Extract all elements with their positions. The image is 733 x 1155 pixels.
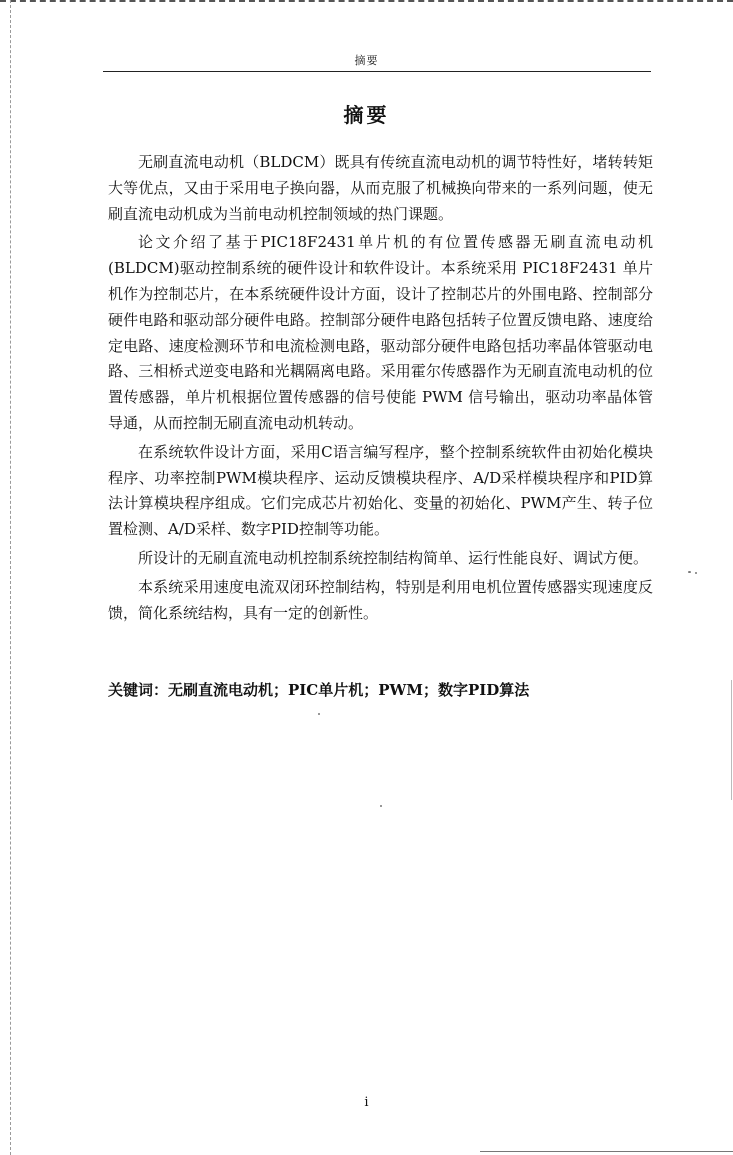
- scan-left-edge: [10, 0, 12, 1155]
- scan-speck: [318, 713, 320, 715]
- paragraph-3: 在系统软件设计方面，采用C语言编写程序，整个控制系统软件由初始化模块程序、功率控制PWM模块程序、运动反馈模块程序、A/D采样模块程序和PID算法计算模块程序组成。它们完成芯片初始化、变量的初始化、PWM产生、转子位置检测、A/D采样、数字PID控制等功能。: [108, 442, 653, 539]
- paragraph-1: 无刷直流电动机（BLDCM）既具有传统直流电动机的调节特性好，堵转转矩大等优点，又由于采用电子换向器，从而克服了机械换向带来的一系列问题，使无刷直流电动机成为当前电动机控制领域的热门课题。: [108, 153, 653, 223]
- paragraph-2: 论文介绍了基于PIC18F2431单片机的有位置传感器无刷直流电动机(BLDCM)驱动控制系统的硬件设计和软件设计。本系统采用 PIC18F2431 单片机作为控制芯片，在本系统硬件设计方面，设计了控制芯片的外围电路、控制部分硬件电路和驱动部分硬件电路。控制部分硬件电路包括转子位置反馈电路、速度给定电路、速度检测环节和电流检测电路，驱动部分硬件电路包括功率晶体管驱动电路、三相桥式逆变电路和光耦隔离电路。采用霍尔传感器作为无刷直流电动机的位置传感器，单片机根据位置传感器的信号使能 PWM 信号输出，驱动功率晶体管导通，从而控制无刷直流电动机转动。: [108, 233, 653, 432]
- running-head: 摘要: [354, 54, 379, 67]
- keywords-line: 关键词：无刷直流电动机；PIC单片机；PWM；数字PID算法: [108, 681, 530, 699]
- scan-speck: [380, 805, 382, 807]
- paragraph-4: 所设计的无刷直流电动机控制系统控制结构简单、运行性能良好、调试方便。: [138, 548, 649, 567]
- page-number: i: [364, 1095, 369, 1110]
- page-title: 摘要: [343, 103, 390, 127]
- header-rule: [103, 71, 651, 72]
- scan-speck: [695, 572, 697, 574]
- scan-speck: [688, 571, 691, 573]
- scan-bottom-edge: [480, 1151, 733, 1153]
- abstract-body: [108, 150, 653, 629]
- paragraph-5: 本系统采用速度电流双闭环控制结构，特别是利用电机位置传感器实现速度反馈，简化系统结构，具有一定的创新性。: [108, 577, 653, 622]
- scan-top-edge: [0, 0, 733, 6]
